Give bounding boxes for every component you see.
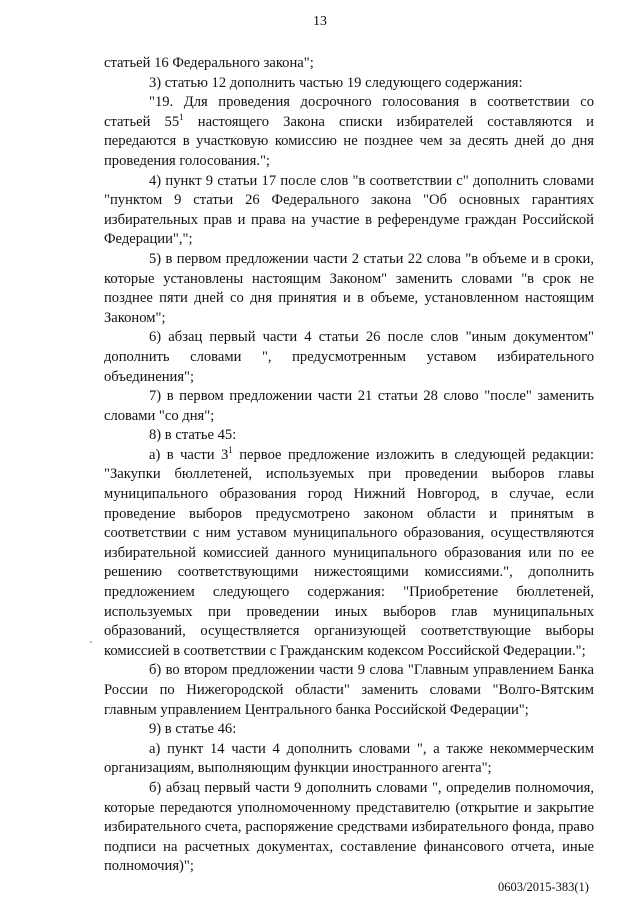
margin-mark: ' <box>90 640 92 651</box>
paragraph: 9) в статье 46: <box>149 721 237 738</box>
paragraph: 3) статью 12 дополнить частью 19 следующего содержания: <box>149 74 523 91</box>
paragraph: б) абзац первый части 9 дополнить словами ", определив полномочия, которые передаются уполномоченному представителю (открытие и закрытие избирательного счета, распоряжение средствами избирательного фонда, право подписи на расчетных документах, составление финансового отчета, иные полномочия)"; <box>104 779 594 875</box>
paragraph: 8) в статье 45: <box>149 427 237 444</box>
superscript: 1 <box>179 111 184 122</box>
paragraph: 6) абзац первый части 4 статьи 26 после слов "иным документом" дополнить словами ", предусмотренным уставом избирательного объединения"; <box>104 329 594 385</box>
paragraph-text: настоящего Закона списки избирателей составляются и передаются в участковую комиссию не позднее чем за десять дней до дня проведения голосования."; <box>104 113 594 169</box>
document-code: 0603/2015-383(1) <box>498 880 589 894</box>
document-body <box>104 54 594 877</box>
paragraph: а) пункт 14 части 4 дополнить словами ", а также некоммерческим организациям, выполняющим функции иностранного агента"; <box>104 740 594 777</box>
paragraph <box>104 93 594 171</box>
paragraph: 7) в первом предложении части 21 статьи 28 слово "после" заменить словами "со дня"; <box>104 388 594 424</box>
paragraph <box>104 446 594 662</box>
paragraph-text: первое предложение изложить в следующей редакции: "Закупки бюллетеней, используемых при проведении выборов главы муниципального образования город Нижний Новгород, в случае, если проведение выборов предусмотрено законом области и принятым в соответствии с ним уставом муниципального образования, осуществляются избирательной комиссией данного муниципального образования или по ее решению соответствующими нижестоящими комиссиями.", дополнить предложением следующего содержания: "Приобретение бюллетеней, используемых при проведении иных выборов глав муниципальных образований, осуществляется организующей соответствующие выборы комиссией в соответствии с Гражданским кодексом Российской Федерации."; <box>104 446 595 659</box>
superscript: 1 <box>228 445 233 456</box>
page-number: 13 <box>313 14 327 29</box>
paragraph-text: а) в части 3 <box>149 446 229 463</box>
paragraph: статьей 16 Федерального закона"; <box>104 55 314 71</box>
paragraph: 4) пункт 9 статьи 17 после слов "в соответствии с" дополнить словами "пунктом 9 статьи 26 Федерального закона "Об основных гарантиях избирательных прав и права на участие в референдуме граждан Российской Федерации","; <box>104 172 594 248</box>
paragraph: б) во втором предложении части 9 слова "Главным управлением Банка России по Нижегородской области" заменить словами "Волго-Вятским главным управлением Центрального банка Российской Федерации"; <box>104 662 594 718</box>
paragraph: 5) в первом предложении части 2 статьи 22 слова "в объеме и в сроки, которые установлены настоящим Законом" заменить словами "в срок не позднее пяти дней со дня принятия и в объеме, установленном настоящим Законом"; <box>104 250 594 326</box>
paragraph-text: "19. Для проведения досрочного голосования в соответствии со статьей 55 <box>104 94 594 130</box>
